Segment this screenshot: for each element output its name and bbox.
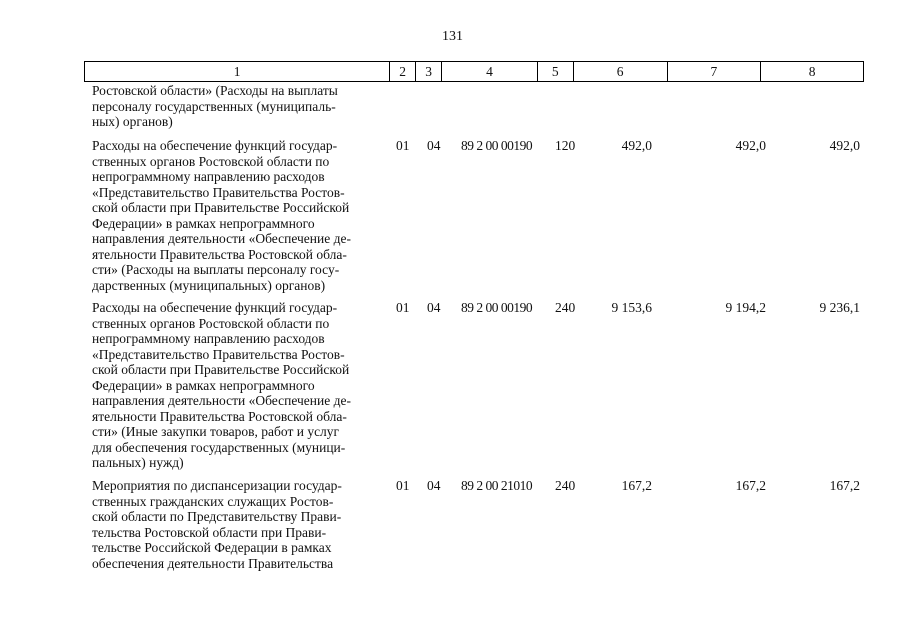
section-cell: 01 <box>396 300 410 315</box>
amount-year-2-cell: 9 194,2 <box>725 300 766 315</box>
description-line: непрограммному направлению расходов <box>92 331 325 346</box>
description-line: сти» (Иные закупки товаров, работ и услуг <box>92 424 340 439</box>
amount-year-1-cell: 492,0 <box>621 138 652 153</box>
description-line: обеспечения деятельности Правительства <box>92 555 334 571</box>
target-article-cell: 89 2 00 21010 <box>461 478 533 493</box>
description-line: Расходы на обеспечение функций государ- <box>92 300 338 315</box>
description-line: тельства Ростовской области при Прави- <box>92 524 327 540</box>
amount-year-2-cell: 492,0 <box>735 138 766 153</box>
amount-year-2-cell: 167,2 <box>735 478 766 493</box>
description-line: ятельности Правительства Ростовской обла- <box>92 408 347 424</box>
header-col-1: 1 <box>85 62 390 81</box>
description-line: «Представительство Правительства Ростов- <box>92 184 345 200</box>
description-line: направления деятельности «Обеспечение де- <box>92 231 351 246</box>
header-col-3: 3 <box>416 62 442 81</box>
description-line: ственных органов Ростовской области по <box>92 153 330 169</box>
subsection-cell: 04 <box>427 300 441 315</box>
description-line: персоналу государственных (муниципаль- <box>92 98 336 114</box>
description-line: ской области по Представительству Прави- <box>92 509 342 524</box>
subsection-cell: 04 <box>427 478 441 493</box>
target-article-cell: 89 2 00 00190 <box>461 300 533 315</box>
target-article-cell: 89 2 00 00190 <box>461 138 533 153</box>
amount-year-3-cell: 167,2 <box>829 478 860 493</box>
amount-year-1-cell: 167,2 <box>621 478 652 493</box>
header-col-7: 7 <box>668 62 762 81</box>
row-description <box>92 478 384 571</box>
description-line: тельстве Российской Федерации в рамках <box>92 540 332 555</box>
description-line: Расходы на обеспечение функций государ- <box>92 138 338 153</box>
header-col-4: 4 <box>442 62 538 81</box>
header-col-8: 8 <box>808 64 816 79</box>
description-line: ственных гражданских служащих Ростов- <box>92 493 334 509</box>
amount-year-3-cell: 492,0 <box>829 138 860 153</box>
expense-type-cell: 240 <box>555 478 576 493</box>
description-line: ятельности Правительства Ростовской обла- <box>92 246 347 262</box>
table-header <box>84 61 864 82</box>
description-line: Федерации» в рамках непрограммного <box>92 377 315 393</box>
expense-type-cell: 120 <box>555 138 576 153</box>
description-line: ской области при Правительстве Российской <box>92 200 350 215</box>
page-number: 131 <box>442 29 463 44</box>
description-line: пальных) нужд) <box>92 455 184 470</box>
section-cell: 01 <box>396 478 410 493</box>
description-line: Федерации» в рамках непрограммного <box>92 215 315 231</box>
header-col-6: 6 <box>574 62 668 81</box>
description-line: для обеспечения государственных (муници- <box>92 439 346 455</box>
description-line: Мероприятия по диспансеризации государ- <box>92 478 342 493</box>
header-col-5: 5 <box>538 62 574 81</box>
header-col-2: 2 <box>390 62 416 81</box>
expense-type-cell: 240 <box>555 300 576 315</box>
description-line: дарственных (муниципальных) органов) <box>92 277 326 293</box>
description-line: непрограммному направлению расходов <box>92 169 325 184</box>
section-cell: 01 <box>396 138 410 153</box>
row-description <box>92 138 384 293</box>
amount-year-1-cell: 9 153,6 <box>611 300 652 315</box>
description-line: «Представительство Правительства Ростов- <box>92 346 345 362</box>
description-line: ных) органов) <box>92 114 173 129</box>
description-line: ской области при Правительстве Российской <box>92 362 350 377</box>
subsection-cell: 04 <box>427 138 441 153</box>
description-line: направления деятельности «Обеспечение де- <box>92 393 351 408</box>
row-description <box>92 83 384 130</box>
description-line: сти» (Расходы на выплаты персоналу госу- <box>92 262 340 277</box>
amount-year-3-cell: 9 236,1 <box>819 300 860 315</box>
description-line: Ростовской области» (Расходы на выплаты <box>92 83 338 98</box>
row-description <box>92 300 384 471</box>
description-line: ственных органов Ростовской области по <box>92 315 330 331</box>
